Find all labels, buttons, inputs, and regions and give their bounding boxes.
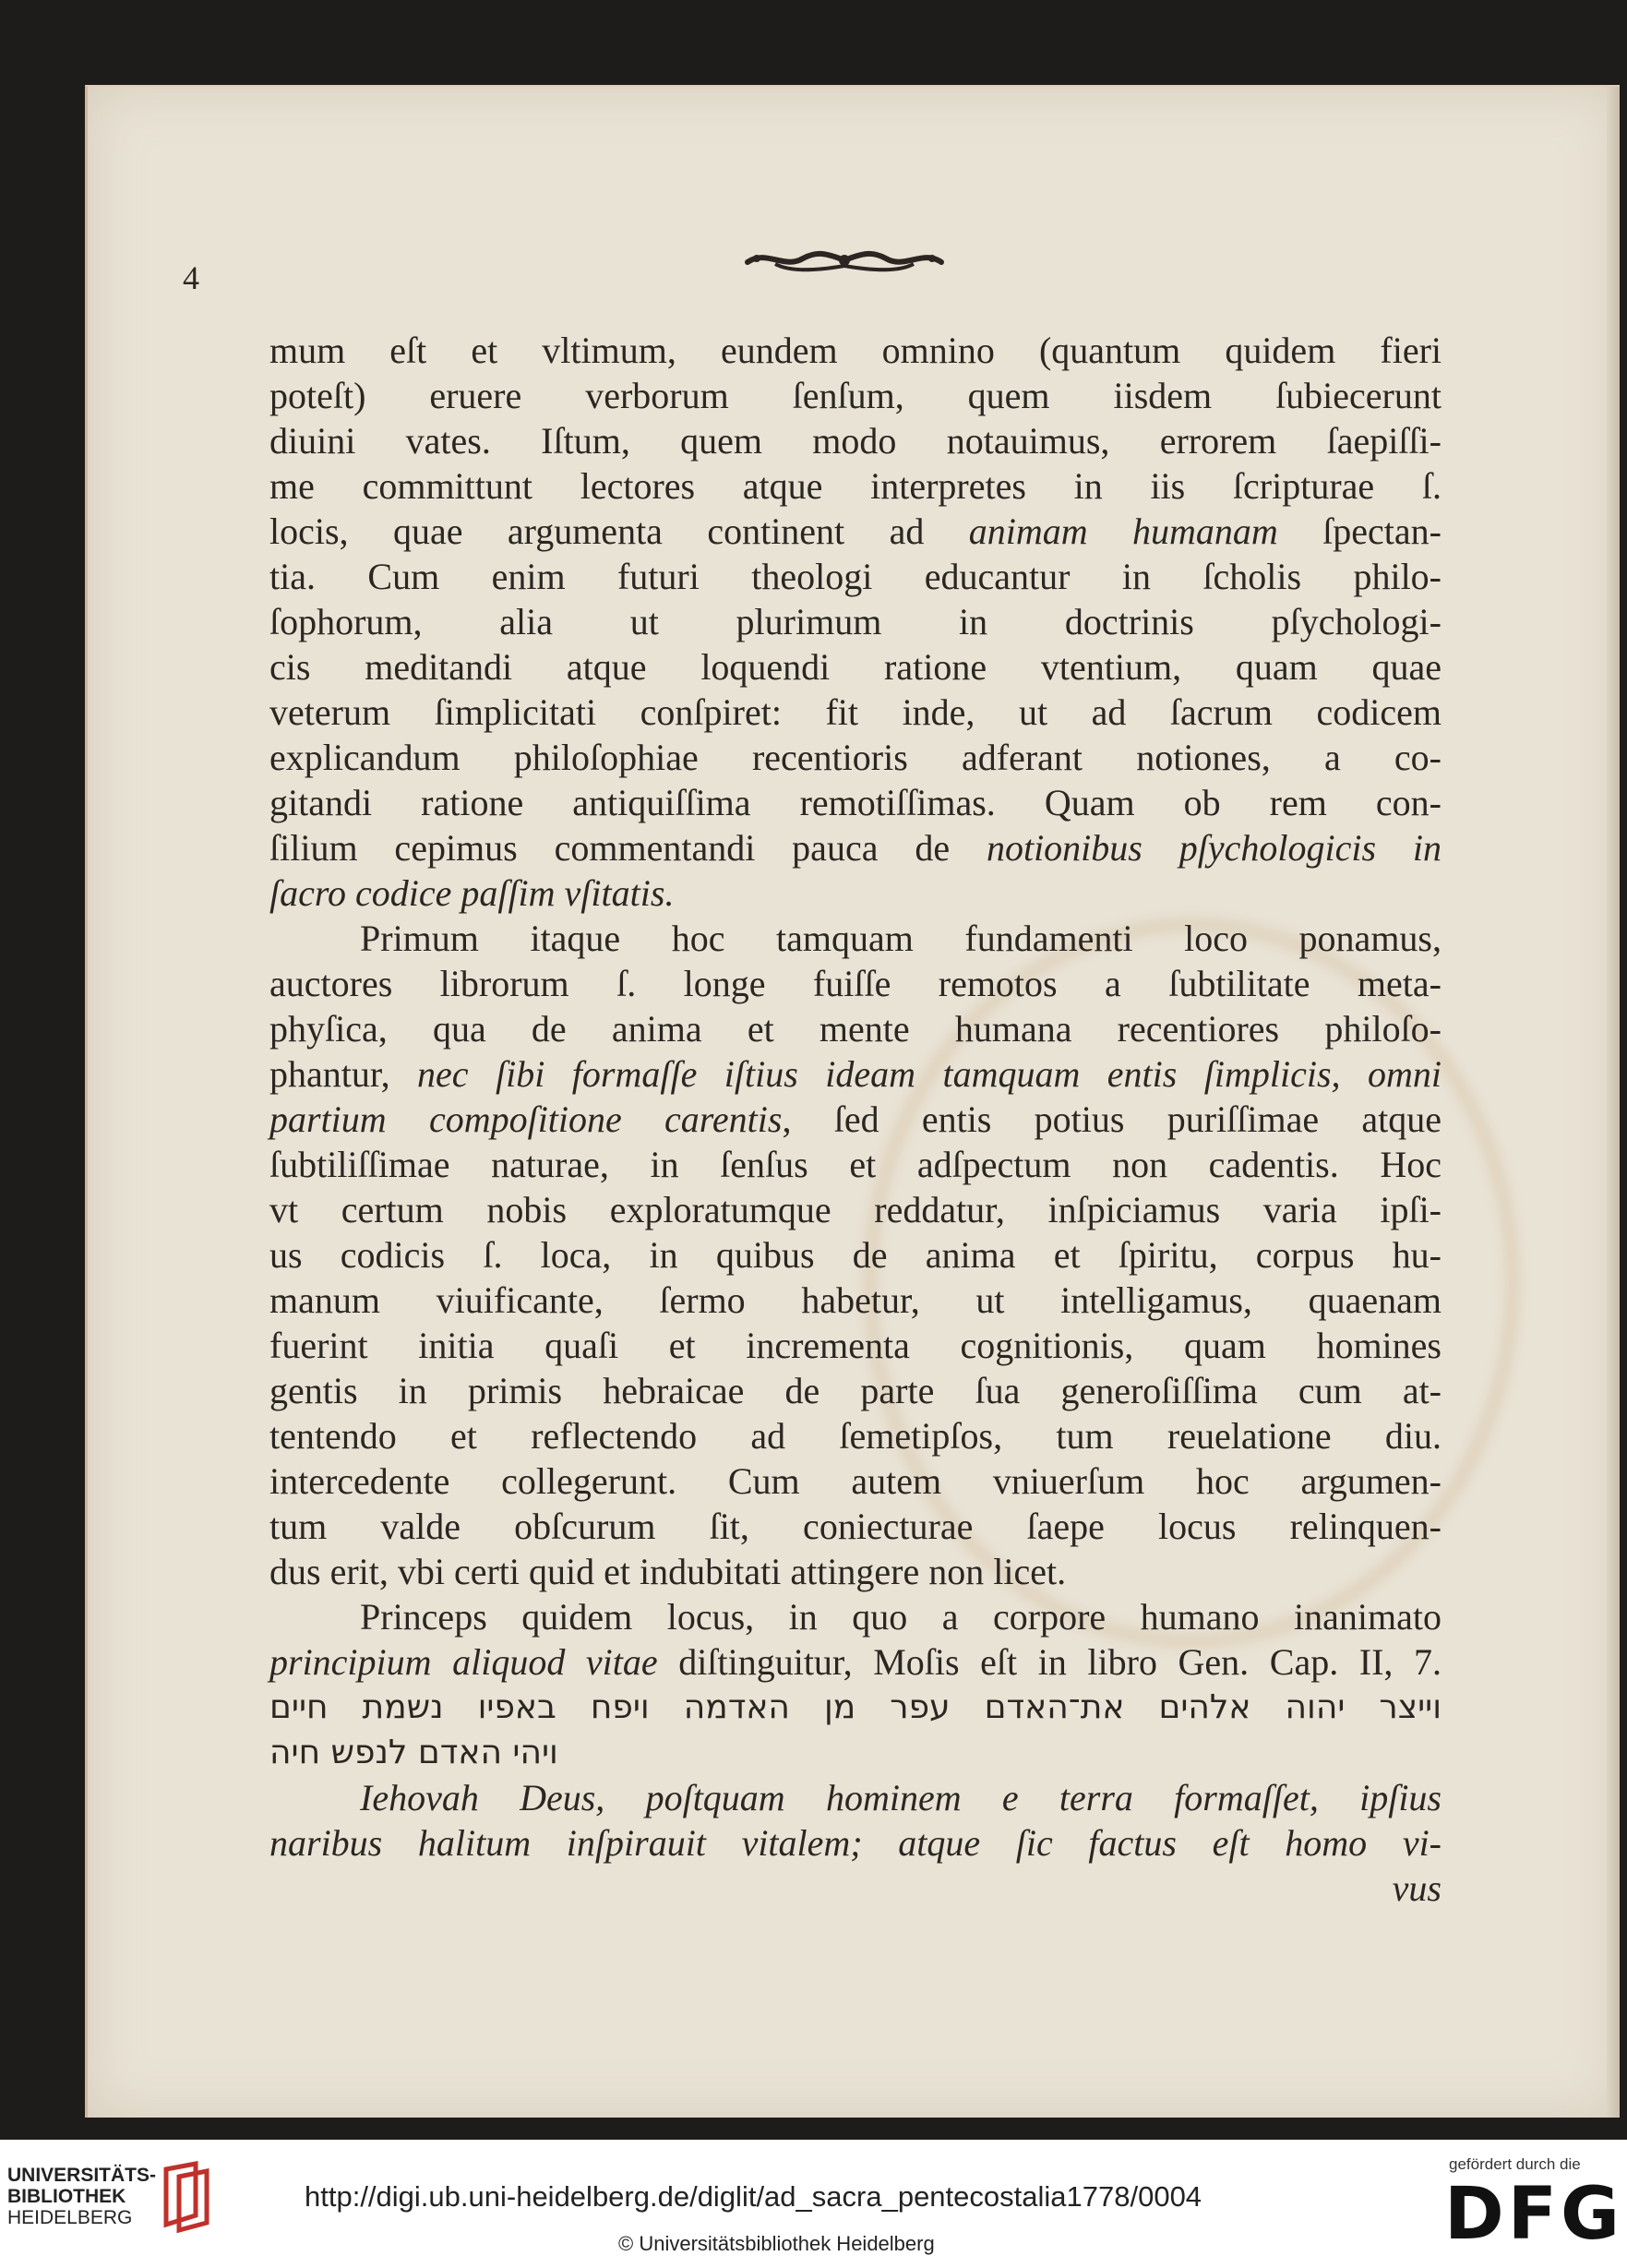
hebrew-text-line (269, 1685, 1442, 1730)
text-span: , ſed entis potius puriſſimae atque (782, 1098, 1442, 1140)
library-logo-icon (159, 2160, 214, 2234)
text-line (269, 1639, 1442, 1685)
text-span: cis meditandi atque loquendi ratione vtentium, quam quae (269, 646, 1442, 688)
text-span: ויהי האדם לנפש חיה (269, 1734, 558, 1771)
text-span: diſtinguitur, Moſis eſt in libro Gen. Cap. II, 7. (657, 1641, 1442, 1683)
page-number: 4 (183, 259, 199, 296)
text-span: וייצר יהוה אלהים את־האדם עפר מן האדמה ויפח באפיו נשמת חיים (269, 1688, 1442, 1726)
text-line (269, 825, 1442, 870)
text-line (269, 1458, 1442, 1504)
text-span: diuini vates. Iſtum, quem modo notauimus, errorem ſaepiſſi- (269, 420, 1442, 462)
text-span: intercedente collegerunt. Cum autem vniuerſum hoc argumen- (269, 1460, 1442, 1502)
text-line (269, 1097, 1442, 1142)
text-line (269, 328, 1442, 373)
library-name (7, 2165, 156, 2228)
text-span: tentendo et reflectendo ad ſemetipſos, tum reuelatione diu. (269, 1415, 1442, 1457)
text-line (269, 916, 1442, 961)
italic-text-span: animam humanam (968, 510, 1278, 552)
text-span: ſilium cepimus commentandi pauca de (269, 827, 987, 869)
text-line (269, 690, 1442, 735)
text-span: explicandum philoſophiae recentioris adferant notiones, a co- (269, 737, 1442, 778)
text-span: us codicis ſ. loca, in quibus de anima et ſpiritu, corpus hu- (269, 1234, 1442, 1276)
text-line (269, 1549, 1442, 1594)
text-line (269, 780, 1442, 825)
italic-text-span: principium aliquod vitae (269, 1641, 658, 1683)
text-span: Primum itaque hoc tamquam fundamenti loco ponamus, (360, 918, 1442, 959)
text-line (269, 870, 1442, 916)
text-span: me committunt lectores atque interpretes in iis ſcripturae ſ. (269, 465, 1442, 507)
funding-caption: gefördert durch die (1449, 2155, 1581, 2173)
text-span: poteſt) eruere verborum ſenſum, quem iisdem ſubiecerunt (269, 375, 1442, 416)
text-span: phyſica, qua de anima et mente humana recentiores philoſo- (269, 1008, 1442, 1050)
italic-text-span: nec ſibi formaſſe iſtius ideam tamquam entis ſimplicis, omni (417, 1053, 1442, 1095)
text-line (269, 735, 1442, 780)
permalink-url[interactable]: http://digi.ub.uni-heidelberg.de/diglit/ad_sacra_pentecostalia1778/0004 (305, 2180, 1202, 2213)
text-span: tum valde obſcurum ſit, coniecturae ſaepe locus relinquen- (269, 1506, 1442, 1547)
text-line (269, 1006, 1442, 1051)
text-line (269, 1820, 1442, 1866)
text-line (269, 509, 1442, 554)
text-line (269, 1323, 1442, 1368)
text-span: gentis in primis hebraicae de parte ſua generoſiſſima cum at- (269, 1370, 1442, 1411)
italic-text-span: ſacro codice paſſim vſitatis. (269, 872, 675, 914)
text-line (269, 1142, 1442, 1187)
text-line (269, 1413, 1442, 1458)
text-span: dus erit, vbi certi quid et indubitati attingere non licet. (269, 1551, 1067, 1592)
text-line (269, 1775, 1442, 1820)
text-line (269, 1187, 1442, 1232)
text-line (269, 1504, 1442, 1549)
text-line (269, 373, 1442, 418)
text-span: vt certum nobis exploratumque reddatur, inſpiciamus varia ipſi- (269, 1189, 1442, 1230)
text-line (269, 1594, 1442, 1639)
text-span: manum viuificante, ſermo habetur, ut intelligamus, quaenam (269, 1279, 1442, 1321)
text-line (269, 1278, 1442, 1323)
text-span: fuerint initia quaſi et incrementa cognitionis, quam homines (269, 1325, 1442, 1366)
text-line (269, 644, 1442, 690)
text-line (269, 463, 1442, 509)
text-line (269, 1866, 1442, 1911)
text-line (269, 1051, 1442, 1097)
text-line (269, 599, 1442, 644)
italic-text-span: vus (1392, 1867, 1442, 1909)
text-span: veterum ſimplicitati conſpiret: fit inde, ut ad ſacrum codicem (269, 691, 1442, 733)
text-line (269, 1232, 1442, 1278)
library-line-3: HEIDELBERG (7, 2207, 133, 2228)
italic-text-span: Iehovah Deus, poſtquam hominem e terra formaſſet, ipſius (360, 1777, 1442, 1818)
text-span: ſubtiliſſimae naturae, in ſenſus et adſpectum non cadentis. Hoc (269, 1144, 1442, 1185)
italic-text-span: partium compoſitione carentis (269, 1098, 783, 1140)
text-span: phantur, (269, 1053, 418, 1095)
text-span: Princeps quidem locus, in quo a corpore humano inanimato (360, 1596, 1442, 1638)
text-span: locis, quae argumenta continent ad (269, 510, 969, 552)
ornament-icon (738, 242, 951, 279)
library-line-1: UNIVERSITÄTS- (7, 2165, 157, 2186)
copyright-notice: © Universitätsbibliothek Heidelberg (618, 2232, 935, 2255)
text-span: gitandi ratione antiquiſſima remotiſſimas. Quam ob rem con- (269, 782, 1442, 823)
hebrew-text-line (269, 1730, 1442, 1775)
text-line (269, 554, 1442, 599)
text-span: ſophorum, alia ut plurimum in doctrinis pſychologi- (269, 601, 1442, 642)
text-span: tia. Cum enim futuri theologi educantur in ſcholis philo- (269, 556, 1442, 597)
text-line (269, 418, 1442, 463)
text-span: auctores librorum ſ. longe fuiſſe remotos a ſubtilitate meta- (269, 963, 1442, 1004)
page-edge (1607, 87, 1620, 2118)
italic-text-span: naribus halitum inſpirauit vitalem; atque ſic factus eſt homo vi- (269, 1822, 1442, 1864)
text-line (269, 1368, 1442, 1413)
text-line (269, 961, 1442, 1006)
body-text (269, 328, 1442, 1911)
text-span: ſpectan- (1277, 510, 1442, 552)
text-span: mum eſt et vltimum, eundem omnino (quantum quidem fieri (269, 330, 1442, 371)
italic-text-span: notionibus pſychologicis in (986, 827, 1442, 869)
dfg-logo: DFG (1444, 2173, 1624, 2256)
library-line-2: BIBLIOTHEK (7, 2186, 126, 2207)
